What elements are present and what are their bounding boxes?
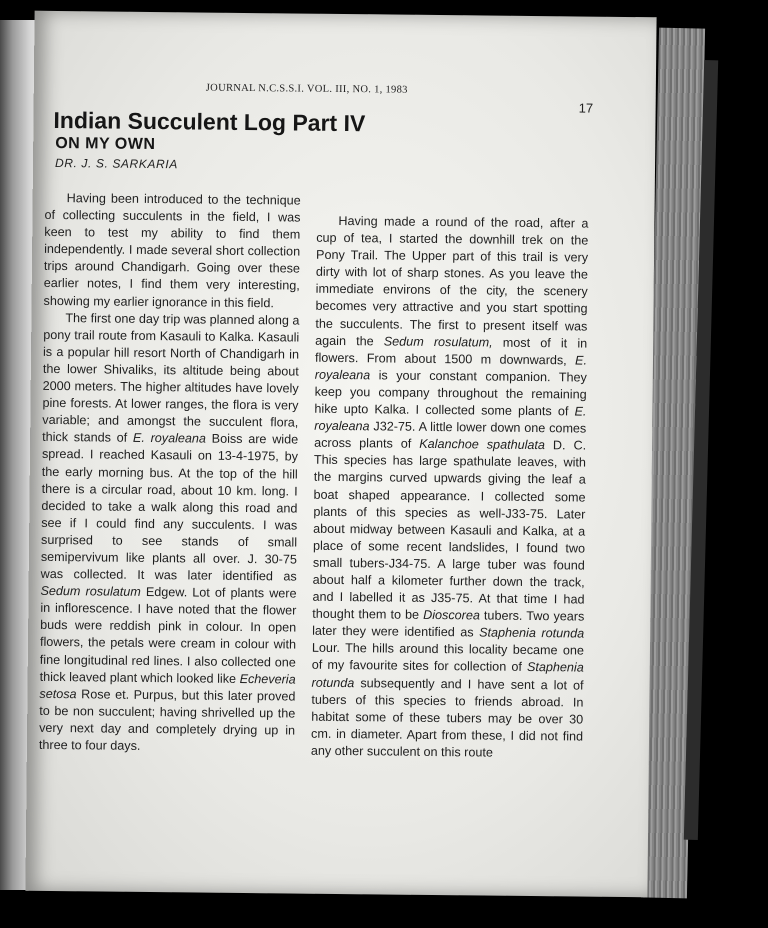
paragraph: Having made a round of the road, after a cup of tea, I started the downhill trek on the Pony Trail. The Upper part of this trail is very dirty with lot of sharp stones. As you leave the immediate environs of the city, the scenery becomes very attractive and you start spotting the succulents. The first to present itself was again the Sedum rosulatum, most of it in flowers. From about 1500 m downwards, E. royaleana is your constant companion. They keep you company throughout the remaining hike upto Kalka. I collected some plants of E. royaleana J32-75. A little lower down one comes across plants of Kalanchoe spathulata D. C. This species has large spathulate leaves, with the margins curved upwards giving the leaf a boat shaped appearance. I collected some plants of this species as well-J33-75. Later about midway between Kasauli and Kalka, at a place of some recent landslides, I found two small tubers-J34-75. A large tuber was found about half a kilometer further down the track, and I labelled it as J35-75. At that time I had thought them to be Dioscorea tubers. Two years later they were identified as Staphenia rotunda Lour. The hills around this locality became one of my favourite sites for collection of Staphenia rotunda subsequently and I have sent a lot of tubers of this species to friends abroad. In habitat some of these tubers may be over 30 cm. in diameter. Apart from these, I did not find any other succulent on this route — [310, 213, 589, 760]
species-name: Kalanchoe spathulata — [419, 437, 546, 453]
page-number: 17 — [578, 100, 594, 116]
species-name: Echeveria setosa — [39, 671, 296, 701]
text-column-right — [311, 213, 589, 763]
species-name: Sedum rosulatum, — [383, 334, 493, 350]
species-name: Sedum rosulatum — [40, 584, 141, 600]
journal-page — [25, 11, 656, 897]
paragraph: The first one day trip was planned along a pony trail route from Kasauli to Kalka. Kasauli is a popular hill resort North of Chandigarh in the lower Shivaliks, its altitude being about 2000 meters. The higher altitudes have lovely pine forests. At lower ranges, the flora is very variable; and amongst the succulent flora, thick stands of E. royaleana Boiss are wide spread. I reached Kasauli on 13-4-1975, by the early morning bus. At the top of the hill there is a circular road, about 10 km. long. I decided to take a walk along this road and see if I could find any succulents. I was surprised to see stands of small semipervivum like plants all over. J. 30-75 was collected. It was later identified as Sedum rosulatum Edgew. Lot of plants were in inflorescence. I have noted that the flower buds were reddish pink in colour. In open flowers, the petals were cream in colour with fine longitudinal red lines. I also collected one thick leaved plant which looked like Echeveria setosa Rose et. Purpus, but this later proved to be non succulent; having shrivelled up the very next day and completely drying up in three to four days. — [38, 310, 300, 753]
article-author: DR. J. S. SARKARIA — [54, 155, 178, 172]
species-name: Staphenia rotunda — [479, 625, 585, 641]
journal-header: JOURNAL N.C.S.S.I. VOL. III, NO. 1, 1983 — [205, 82, 408, 96]
article-title: Indian Succulent Log Part IV — [53, 106, 366, 137]
article-subtitle: ON MY OWN — [55, 134, 156, 154]
species-name: E. royaleana — [314, 404, 587, 434]
paragraph: Having been introduced to the technique of collecting succulents in the field, I was keen to test my ability to find them independently. I made several short collection trips around Chandigarh. Going over these earlier notes, I find them very interesting, showing my earlier ignorance in this field. — [43, 191, 301, 310]
species-name: Dioscorea — [423, 608, 480, 623]
species-name: Staphenia rotunda — [311, 660, 584, 690]
species-name: E. royaleana — [314, 353, 588, 383]
text-column-left — [39, 190, 301, 757]
species-name: E. royaleana — [132, 431, 207, 446]
